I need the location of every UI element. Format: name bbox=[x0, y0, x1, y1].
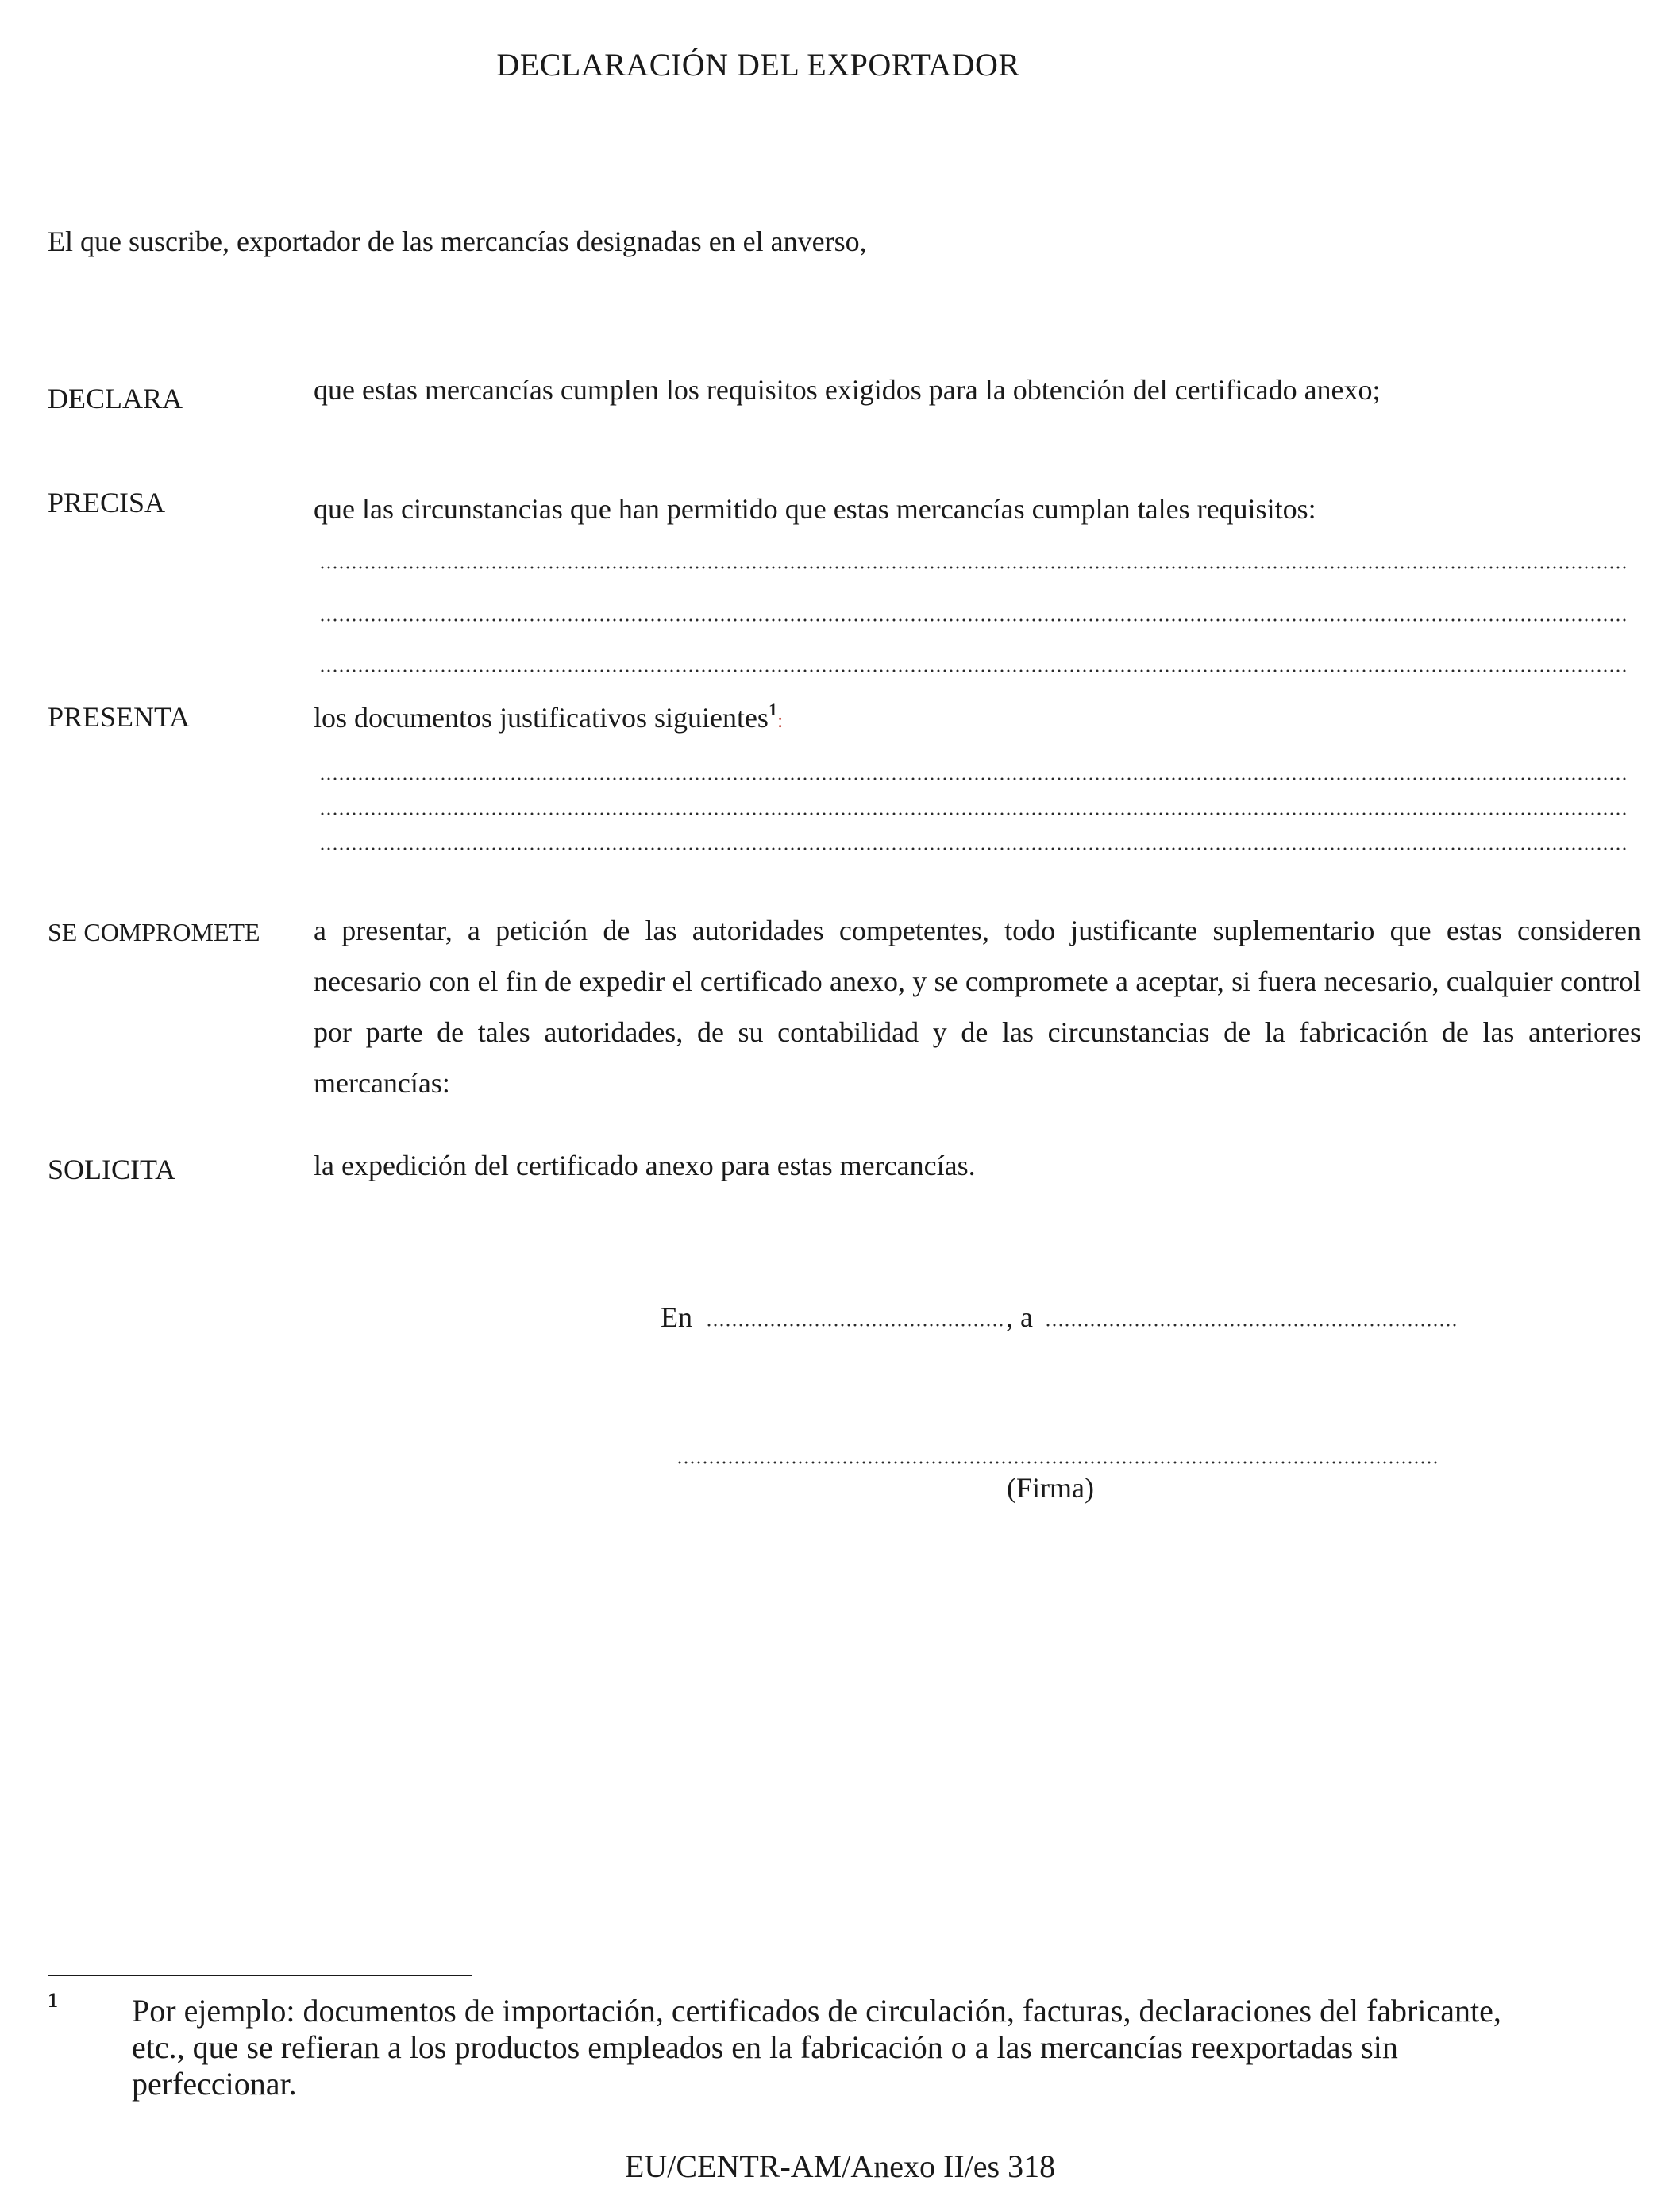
footnote-mark: 1 bbox=[48, 1989, 58, 2012]
footnote-reference: 1 bbox=[768, 699, 777, 719]
presenta-dotted-line-1 bbox=[319, 777, 1629, 780]
precisa-dotted-line-2 bbox=[319, 618, 1629, 622]
label-se-compromete: SE COMPROMETE bbox=[48, 918, 260, 946]
text-presenta: los documentos justificativos siguientes bbox=[314, 702, 769, 734]
text-se-compromete: a presentar, a petición de las autoridades competentes, todo justificante suplementario que estas consideren necesario con el fin de expedir el certificado anexo, y se compromete a aceptar, si fuera necesario, cualquier control por parte de tales autoridades, de su contabilidad y de las circunstancias de la fabricación de las anteriores mercancías: bbox=[314, 915, 1641, 1099]
label-declara: DECLARA bbox=[48, 383, 183, 414]
signature-label: (Firma) bbox=[1007, 1472, 1094, 1504]
date-separator: , a bbox=[1006, 1301, 1033, 1333]
label-precisa: PRECISA bbox=[48, 487, 166, 518]
page-footer: EU/CENTR-AM/Anexo II/es 318 bbox=[624, 2148, 1056, 2184]
date-field bbox=[1045, 1324, 1458, 1327]
precisa-dotted-line-3 bbox=[319, 669, 1629, 672]
text-presenta-line bbox=[314, 701, 783, 734]
presenta-dotted-line-2 bbox=[319, 812, 1629, 815]
label-solicita: SOLICITA bbox=[48, 1154, 176, 1185]
document-title: DECLARACIÓN DEL EXPORTADOR bbox=[496, 47, 1020, 83]
text-declara: que estas mercancías cumplen los requisitos exigidos para la obtención del certificado anexo; bbox=[314, 374, 1381, 406]
precisa-dotted-line-1 bbox=[319, 566, 1629, 569]
presenta-dotted-line-3 bbox=[319, 847, 1629, 850]
place-label: En bbox=[661, 1301, 692, 1333]
signature-line bbox=[676, 1461, 1440, 1464]
footnote-separator bbox=[48, 1975, 472, 1976]
label-presenta: PRESENTA bbox=[48, 701, 191, 733]
footnote-text: Por ejemplo: documentos de importación, certificados de circulación, facturas, declaraciones del fabricante, etc., que se refieran a los productos empleados en la fabricación o a las mercancías reexportadas sin perfeccionar. bbox=[132, 1993, 1501, 2102]
intro-text: El que suscribe, exportador de las mercancías designadas en el anverso, bbox=[48, 225, 867, 257]
place-field bbox=[706, 1324, 1006, 1327]
text-solicita: la expedición del certificado anexo para estas mercancías. bbox=[314, 1150, 976, 1181]
presenta-colon: : bbox=[776, 709, 784, 732]
text-precisa: que las circunstancias que han permitido que estas mercancías cumplan tales requisitos: bbox=[314, 493, 1316, 525]
place-date-line bbox=[661, 1300, 1458, 1334]
